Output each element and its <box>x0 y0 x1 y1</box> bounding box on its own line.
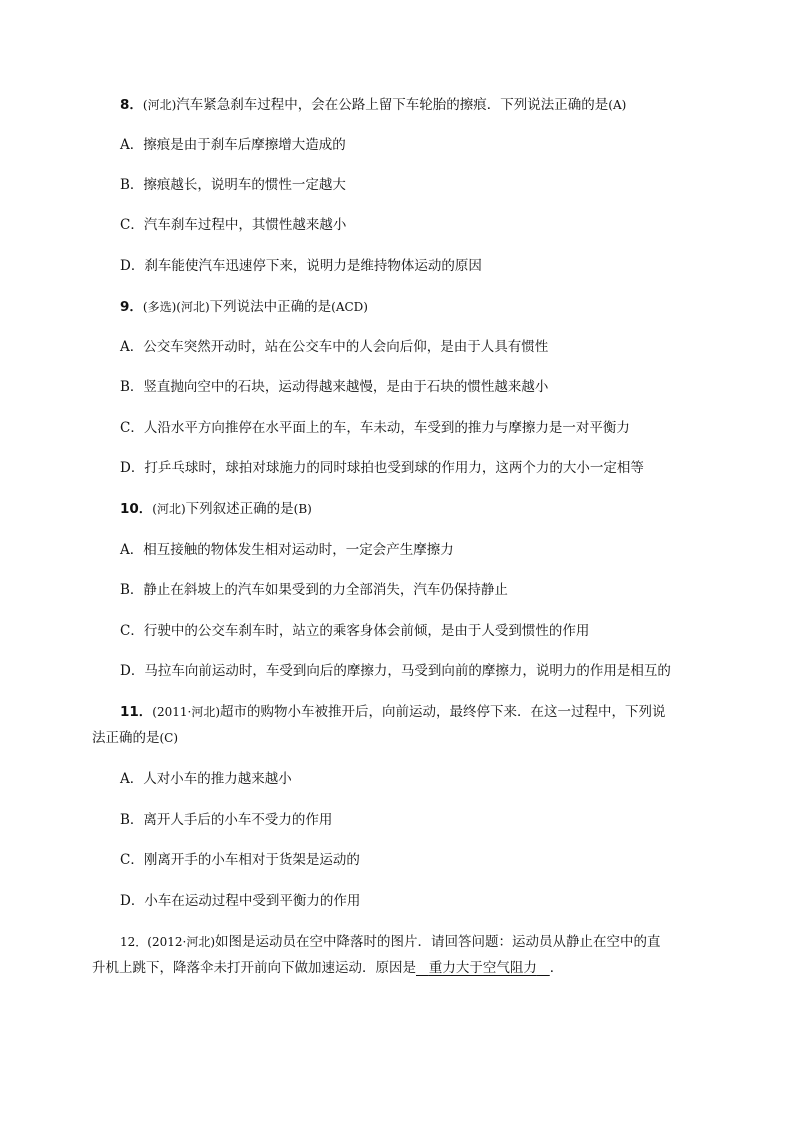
question-source: (河北) <box>142 98 177 112</box>
question-source: (河北) <box>152 502 186 516</box>
question-12-stem-continued <box>92 958 563 978</box>
option-d: D．刹车能使汽车迅速停下来，说明力是维持物体运动的原因 <box>120 258 482 274</box>
question-12-stem: 12．(2012·河北)如图是运动员在空中降落时的图片．请回答问题：运动员从静止在空中的直 <box>120 934 661 950</box>
option-a: A．公交车突然开动时，站在公交车中的人会向后仰，是由于人具有惯性 <box>120 339 549 355</box>
option-d: D．打乒乓球时，球拍对球施力的同时球拍也受到球的作用力，这两个力的大小一定相等 <box>120 460 644 476</box>
option-c: C．刚离开手的小车相对于货架是运动的 <box>120 852 360 868</box>
question-10-stem: 10．(河北)下列叙述正确的是(B) <box>120 501 312 517</box>
question-number: 10 <box>120 501 139 517</box>
option-b: B．擦痕越长，说明车的惯性一定越大 <box>120 177 346 193</box>
option-b: B．离开人手后的小车不受力的作用 <box>120 812 333 828</box>
question-number: 8 <box>120 97 130 113</box>
answer-key: (C) <box>159 731 179 745</box>
option-d: D．马拉车向前运动时，车受到向后的摩擦力，马受到向前的摩擦力，说明力的作用是相互的 <box>120 663 671 679</box>
option-c: C．人沿水平方向推停在水平面上的车，车未动，车受到的推力与摩擦力是一对平衡力 <box>120 420 630 436</box>
question-number: 12 <box>120 935 136 949</box>
question-text: 下列说法中正确的是 <box>209 299 332 315</box>
answer-key: (ACD) <box>331 300 368 314</box>
question-number: 11 <box>120 704 139 720</box>
question-11-stem: 11．(2011·河北)超市的购物小车被推开后，向前运动，最终停下来．在这一过程中，下列说 <box>120 704 666 720</box>
question-8-stem: 8．(河北)汽车紧急刹车过程中，会在公路上留下车轮胎的擦痕．下列说法正确的是(A) <box>120 97 627 113</box>
sentence-end: ． <box>549 960 564 976</box>
question-9-stem: 9．(多选)(河北)下列说法中正确的是(ACD) <box>120 299 368 315</box>
question-text: 法正确的是 <box>92 730 160 746</box>
question-text: 下列叙述正确的是 <box>185 501 294 517</box>
question-text: 汽车紧急刹车过程中，会在公路上留下车轮胎的擦痕．下列说法正确的是 <box>176 97 609 113</box>
option-a: A．人对小车的推力越来越小 <box>120 771 292 787</box>
question-source: (2011·河北) <box>152 705 221 719</box>
option-d: D．小车在运动过程中受到平衡力的作用 <box>120 893 361 909</box>
option-c: C．汽车刹车过程中，其惯性越来越小 <box>120 217 347 233</box>
option-b: B．竖直抛向空中的石块，运动得越来越慢，是由于石块的惯性越来越小 <box>120 379 549 395</box>
question-source: (2012·河北) <box>147 935 216 949</box>
option-a: A．相互接触的物体发生相对运动时，一定会产生摩擦力 <box>120 542 454 558</box>
question-number: 9 <box>120 299 130 315</box>
answer-key: (A) <box>608 98 627 112</box>
question-text: 升机上跳下，降落伞未打开前向下做加速运动．原因是 <box>92 960 416 976</box>
option-c: C．行驶中的公交车刹车时，站立的乘客身体会前倾，是由于人受到惯性的作用 <box>120 623 590 639</box>
question-text: 超市的购物小车被推开后，向前运动，最终停下来．在这一过程中，下列说 <box>220 704 666 720</box>
answer-key: 重力大于空气阻力 <box>428 960 537 976</box>
question-11-stem-continued <box>92 728 178 748</box>
option-a: A．擦痕是由于刹车后摩擦增大造成的 <box>120 137 346 153</box>
question-source: (多选)(河北) <box>142 300 210 314</box>
answer-key: (B) <box>293 502 312 516</box>
answer-blank <box>416 960 550 976</box>
question-text: 如图是运动员在空中降落时的图片．请回答问题：运动员从静止在空中的直 <box>215 934 661 950</box>
option-b: B．静止在斜坡上的汽车如果受到的力全部消失，汽车仍保持静止 <box>120 582 508 598</box>
